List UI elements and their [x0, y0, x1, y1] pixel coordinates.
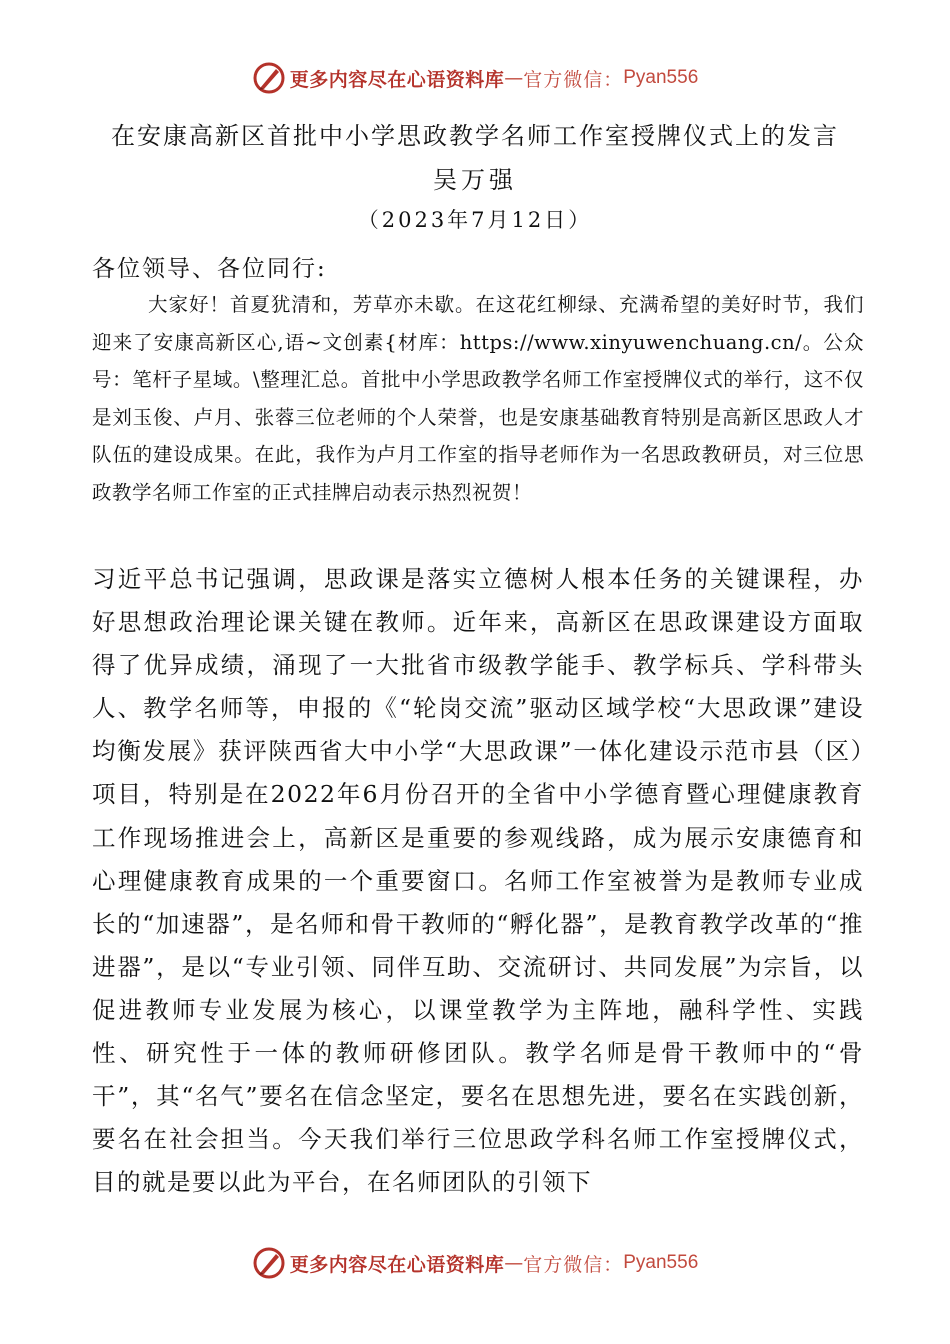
watermark-wechat-id: Pyan556 [623, 1252, 699, 1273]
pen-logo-icon [252, 61, 286, 95]
watermark-label: 官方微信： [523, 68, 624, 91]
document-title: 在安康高新区首批中小学思政教学名师工作室授牌仪式上的发言 [111, 122, 839, 150]
watermark-wechat-id: Pyan556 [623, 67, 699, 88]
salutation: 各位领导、各位同行: [92, 256, 327, 282]
author-name: 吴万强 [433, 166, 517, 194]
paragraph-main: 习近平总书记强调，思政课是落实立德树人根本任务的关键课程，办好思想政治理论课关键在教师。近年来，高新区在思政课建设方面取得了优异成绩，涌现了一大批省市级教学能手、教学标兵、学科带头人、教学名师等，申报的《“轮岗交流”驱动区域学校“大思政课”建设均衡发展》获评陕西省大中小学“大思政课”一体化建设示范市县（区）项目，特别是在2022年6月份召开的全省中小学德育暨心理健康教育工作现场推进会上，高新区是重要的参观线路，成为展示安康德育和心理健康教育成果的一个重要窗口。名师工作室被誉为是教师专业成长的“加速器”，是名师和骨干教师的“孵化器”，是教育教学改革的“推进器”，是以“专业引领、同伴互助、交流研讨、共同发展”为宗旨，以促进教师专业发展为核心，以课堂教学为主阵地，融科学性、实践性、研究性于一体的教师研修团队。教学名师是骨干教师中的“骨干”，其“名气”要名在信念坚定，要名在思想先进，要名在实践创新，要名在社会担当。今天我们举行三位思政学科名师工作室授牌仪式，目的就是要以此为平台，在名师团队的引领下 [92, 565, 864, 1197]
watermark-footer [0, 1243, 950, 1283]
speech-date: （2023年7月12日） [357, 208, 593, 232]
watermark-label: 官方微信： [523, 1253, 624, 1276]
watermark-header [0, 58, 950, 98]
watermark-brand: 更多内容尽在心语资料库 [289, 68, 505, 91]
watermark-dash: — [504, 67, 524, 89]
watermark-brand: 更多内容尽在心语资料库 [289, 1253, 505, 1276]
paragraph-opening: 大家好！首夏犹清和，芳草亦未歇。在这花红柳绿、充满希望的美好时节，我们迎来了安康高新区心,语~文创素{材库：https://www.xinyuwenchuang.cn/。公众号：笔杆子星域。\整理汇总。首批中小学思政教学名师工作室授牌仪式的举行，这不仅是刘玉俊、卢月、张蓉三位老师的个人荣誉，也是安康基础教育特别是高新区思政人才队伍的建设成果。在此，我作为卢月工作室的指导老师作为一名思政教研员，对三位思政教学名师工作室的正式挂牌启动表示热烈祝贺！ [92, 293, 864, 504]
pen-logo-icon [252, 1246, 286, 1280]
watermark-dash: — [504, 1252, 524, 1274]
